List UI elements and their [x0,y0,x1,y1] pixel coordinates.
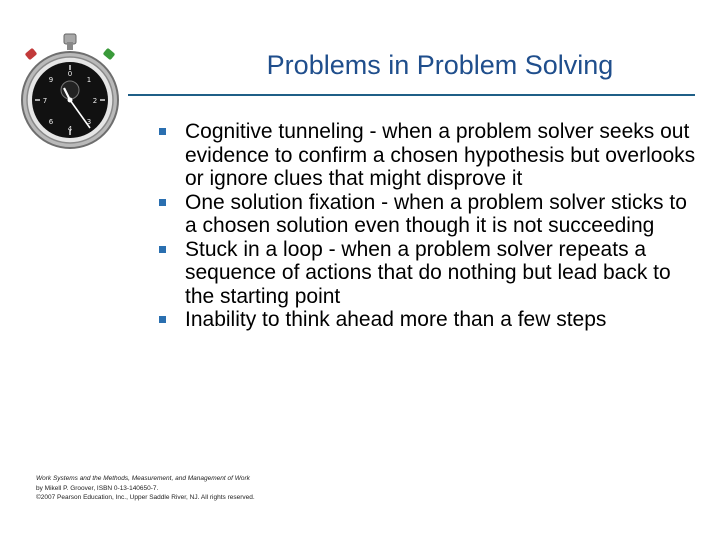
bullet-square-icon [159,199,166,206]
bullet-square-icon [159,128,166,135]
bullet-item [158,120,703,191]
footer-author: by Mikell P. Groover, ISBN 0-13-140650-7. [36,484,159,492]
copyright-footer [36,474,255,503]
bullet-list [158,120,703,332]
svg-text:2: 2 [92,97,98,105]
svg-text:0: 0 [67,70,73,78]
bullet-item [158,308,703,332]
slide-title: Problems in Problem Solving [266,50,614,80]
bullet-item [158,238,703,309]
bullet-square-icon [159,246,166,253]
bullet-text: One solution fixation - when a problem solver sticks to a chosen solution even though it is not succeeding [185,190,687,237]
svg-text:9: 9 [48,76,54,84]
bullet-text: Inability to think ahead more than a few steps [185,308,607,331]
title-divider [128,94,695,96]
svg-text:3: 3 [86,118,92,126]
bullet-square-icon [159,316,166,323]
footer-copyright: ©2007 Pearson Education, Inc., Upper Saddle River, NJ. All rights reserved. [36,494,255,502]
stopwatch-icon [18,32,122,150]
svg-text:6: 6 [48,118,54,126]
svg-text:1: 1 [86,76,92,84]
svg-text:7: 7 [42,97,48,105]
bullet-text: Stuck in a loop - when a problem solver repeats a sequence of actions that do nothing but lead back to the starting point [185,237,671,308]
footer-book-title: Work Systems and the Methods, Measurement, and Management of Work [36,475,250,482]
bullet-text: Cognitive tunneling - when a problem solver seeks out evidence to confirm a chosen hypothesis but overlooks or ignore clues that might disprove it [185,120,696,190]
bullet-item [158,191,703,238]
svg-text:4: 4 [67,125,73,133]
